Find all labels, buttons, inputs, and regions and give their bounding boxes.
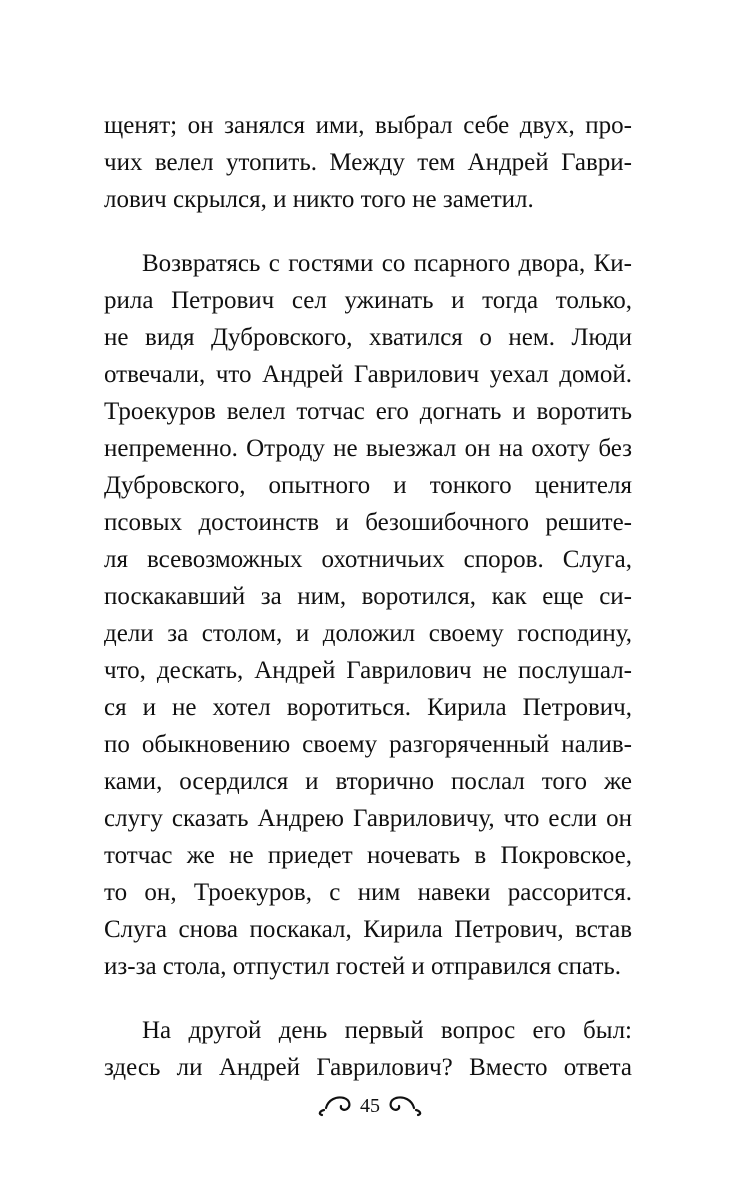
text-line: что, дескать, Андрей Гаврилович не послушал- [104, 657, 632, 684]
text-line: слугу сказать Андрею Гавриловичу, что если он [104, 805, 632, 832]
text-line: поскакавший за ним, воротился, как еще си- [104, 583, 632, 610]
text-line: чих велел утопить. Между тем Андрей Гаври- [104, 149, 632, 176]
text-line: то он, Троекуров, с ним навеки рассорится. [104, 879, 632, 906]
text-line: ля всевозможных охотничьих споров. Слуга, [104, 546, 632, 573]
text-line: Троекуров велел тотчас его догнать и воротить [104, 398, 632, 425]
text-line: На другой день первый вопрос его был: [142, 1017, 632, 1044]
text-line: Дубровского, опытного и тонкого ценителя [104, 472, 632, 499]
text-line: дели за столом, и доложил своему господину, [104, 620, 632, 647]
text-line: отвечали, что Андрей Гаврилович уехал домой. [104, 361, 632, 388]
text-line: непременно. Отроду не выезжал он на охоту без [104, 435, 632, 462]
text-line: Слуга снова поскакал, Кирила Петрович, встав [104, 916, 632, 943]
text-line: рила Петрович сел ужинать и тогда только, [104, 287, 632, 314]
text-line: не видя Дубровского, хватился о нем. Люди [104, 324, 632, 351]
text-line: тотчас же не приедет ночевать в Покровское, [104, 842, 632, 869]
page-number: 45 [360, 1095, 380, 1117]
text-line: псовых достоинств и безошибочного решите- [104, 509, 632, 536]
text-line: из-за стола, отпустил гостей и отправился спать. [104, 953, 622, 980]
text-line: ся и не хотел воротиться. Кирила Петрович, [104, 694, 632, 721]
text-line: лович скрылся, и никто того не заметил. [104, 186, 534, 213]
text-line: Возвратясь с гостями со псарного двора, Ки- [142, 250, 632, 277]
text-line: ками, осердился и вторично послал того же [104, 768, 632, 795]
text-line: здесь ли Андрей Гаврилович? Вместо ответа [104, 1054, 632, 1081]
text-line: щенят; он занялся ими, выбрал себе двух, про- [104, 112, 632, 139]
page-number-ornament-icon [300, 1084, 440, 1118]
text-line: по обыкновению своему разгоряченный налив- [104, 731, 632, 758]
